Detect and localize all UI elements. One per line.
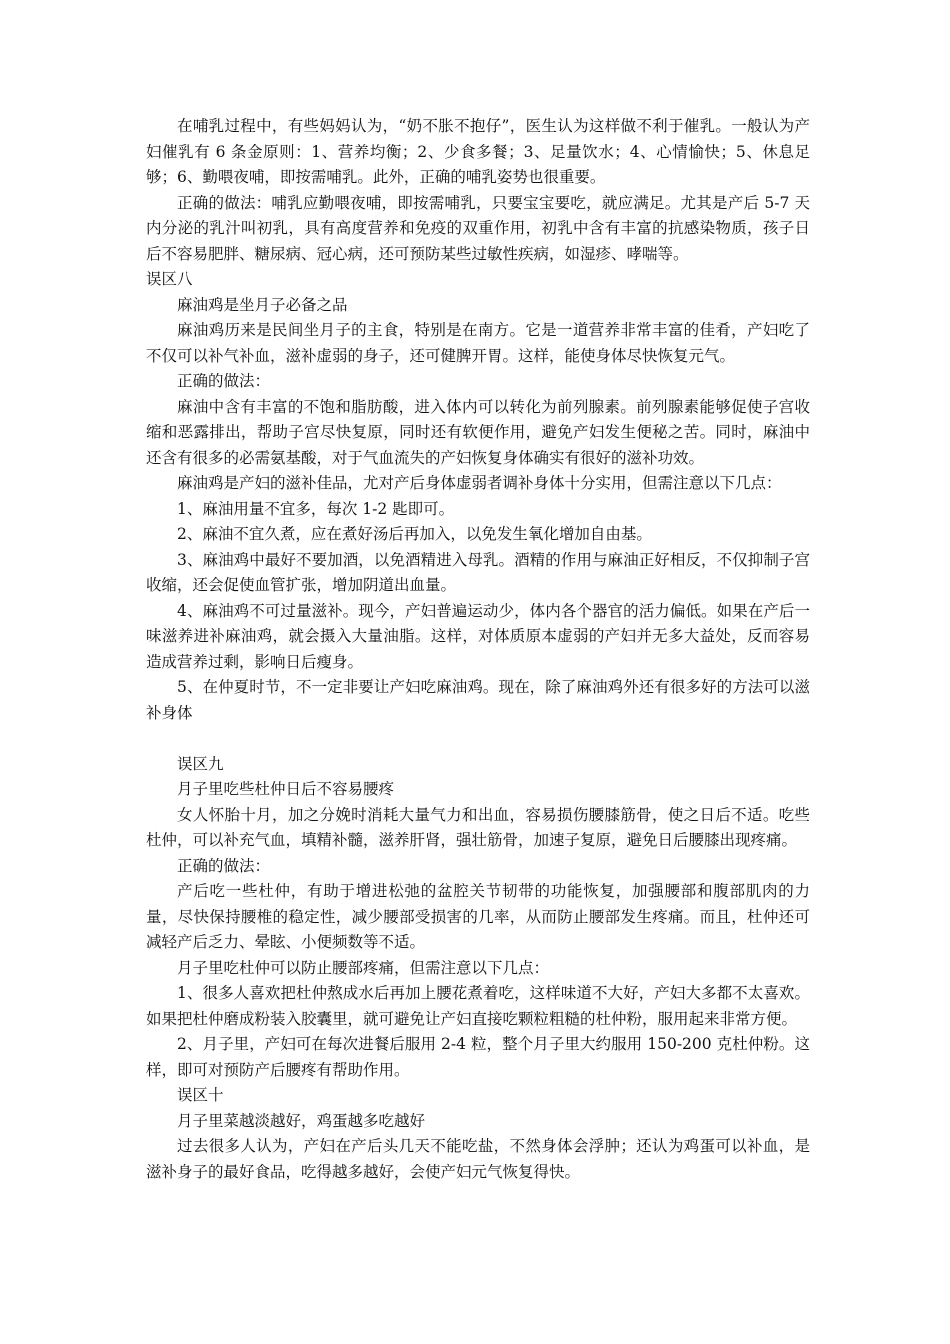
paragraph-myth-8-explanation: 麻油中含有丰富的不饱和脂肪酸，进入体内可以转化为前列腺素。前列腺素能够促使子宫收缩和恶露排出，帮助子宫尽快复原，同时还有软便作用，避免产妇发生便秘之苦。同时，麻油中还含有很多的必需氨基酸，对于气血流失的产妇恢复身体确实有很好的滋补功效。 — [146, 397, 810, 467]
heading-myth-8: 误区八 — [146, 270, 193, 288]
paragraph-myth-8-point-1: 1、麻油用量不宜多，每次 1-2 匙即可。 — [177, 499, 455, 518]
paragraph-myth-8-title: 麻油鸡是坐月子必备之品 — [177, 295, 348, 314]
paragraph-breastfeeding-correct: 正确的做法：哺乳应勤喂夜哺，即按需哺乳，只要宝宝要吃，就应满足。尤其是产后 5-7 天内分泌的乳汁叫初乳，具有高度营养和免疫的双重作用，初乳中含有丰富的抗感染物质，孩子日后不容易肥胖、糖尿病、冠心病，还可预防某些过敏性疾病，如湿疹、哮喘等。 — [146, 193, 810, 263]
paragraph-myth-9-point-1: 1、很多人喜欢把杜仲熬成水后再加上腰花煮着吃，这样味道不大好，产妇大多都不太喜欢。如果把杜仲磨成粉装入胶囊里，就可避免让产妇直接吃颗粒粗糙的杜仲粉，服用起来非常方便。 — [146, 984, 810, 1028]
paragraph-myth-9-notes-intro: 月子里吃杜仲可以防止腰部疼痛，但需注意以下几点： — [177, 958, 550, 977]
paragraph-myth-8-point-3: 3、麻油鸡中最好不要加酒，以免酒精进入母乳。酒精的作用与麻油正好相反，不仅抑制子宫收缩，还会促使血管扩张，增加阴道出血量。 — [146, 550, 810, 594]
paragraph-myth-9-title: 月子里吃些杜仲日后不容易腰疼 — [177, 780, 395, 798]
paragraph-myth-9-explanation: 产后吃一些杜仲，有助于增进松弛的盆腔关节韧带的功能恢复，加强腰部和腹部肌肉的力量，尽快保持腰椎的稳定性，减少腰部受损害的几率，从而防止腰部发生疼痛。而且，杜仲还可减轻产后乏力、晕眩、小便频数等不适。 — [146, 882, 810, 951]
paragraph-myth-8-notes-intro: 麻油鸡是产妇的滋补佳品，尤对产后身体虚弱者调补身体十分实用，但需注意以下几点： — [177, 474, 782, 492]
heading-myth-9: 误区九 — [177, 754, 224, 773]
document-page — [146, 114, 810, 1185]
paragraph-myth-9-point-2: 2、月子里，产妇可在每次进餐后服用 2-4 粒，整个月子里大约服用 150-200 克杜仲粉。这样，即可对预防产后腰疼有帮助作用。 — [146, 1035, 810, 1079]
paragraph-myth-10-title: 月子里菜越淡越好，鸡蛋越多吃越好 — [177, 1111, 426, 1130]
paragraph-myth-10-claim: 过去很多人认为，产妇在产后头几天不能吃盐，不然身体会浮肿；还认为鸡蛋可以补血，是滋补身子的最好食品，吃得越多越好，会使产妇元气恢复得快。 — [146, 1137, 810, 1181]
paragraph-myth-8-point-2: 2、麻油不宜久煮，应在煮好汤后再加入，以免发生氧化增加自由基。 — [177, 525, 652, 543]
heading-myth-10: 误区十 — [177, 1086, 224, 1104]
paragraph-myth-8-correct-label: 正确的做法： — [177, 372, 271, 390]
paragraph-myth-9-correct-label: 正确的做法： — [177, 856, 271, 875]
paragraph-myth-9-claim: 女人怀胎十月，加之分娩时消耗大量气力和出血，容易损伤腰膝筋骨，使之日后不适。吃些杜仲，可以补充气血，填精补髓，滋养肝肾，强壮筋骨，加速子复原，避免日后腰膝出现疼痛。 — [146, 805, 810, 849]
paragraph-myth-8-point-5: 5、在仲夏时节，不一定非要让产妇吃麻油鸡。现在，除了麻油鸡外还有很多好的方法可以滋补身体 — [146, 678, 810, 722]
paragraph-myth-8-claim: 麻油鸡历来是民间坐月子的主食，特别是在南方。它是一道营养非常丰富的佳肴，产妇吃了不仅可以补气补血，滋补虚弱的身子，还可健脾开胃。这样，能使身体尽快恢复元气。 — [146, 321, 810, 365]
paragraph-myth-8-point-4: 4、麻油鸡不可过量滋补。现今，产妇普遍运动少，体内各个器官的活力偏低。如果在产后一味滋养进补麻油鸡，就会摄入大量油脂。这样，对体质原本虚弱的产妇并无多大益处，反而容易造成营养过剩，影响日后瘦身。 — [146, 601, 810, 671]
blank-line — [146, 726, 810, 752]
paragraph-breastfeeding-intro: 在哺乳过程中，有些妈妈认为，“奶不胀不抱仔”，医生认为这样做不利于催乳。一般认为产妇催乳有 6 条金原则：1、营养均衡；2、少食多餐；3、足量饮水；4、心情愉快；5、休息足够；6、勤喂夜哺，即按需哺乳。此外，正确的哺乳姿势也很重要。 — [146, 117, 810, 186]
